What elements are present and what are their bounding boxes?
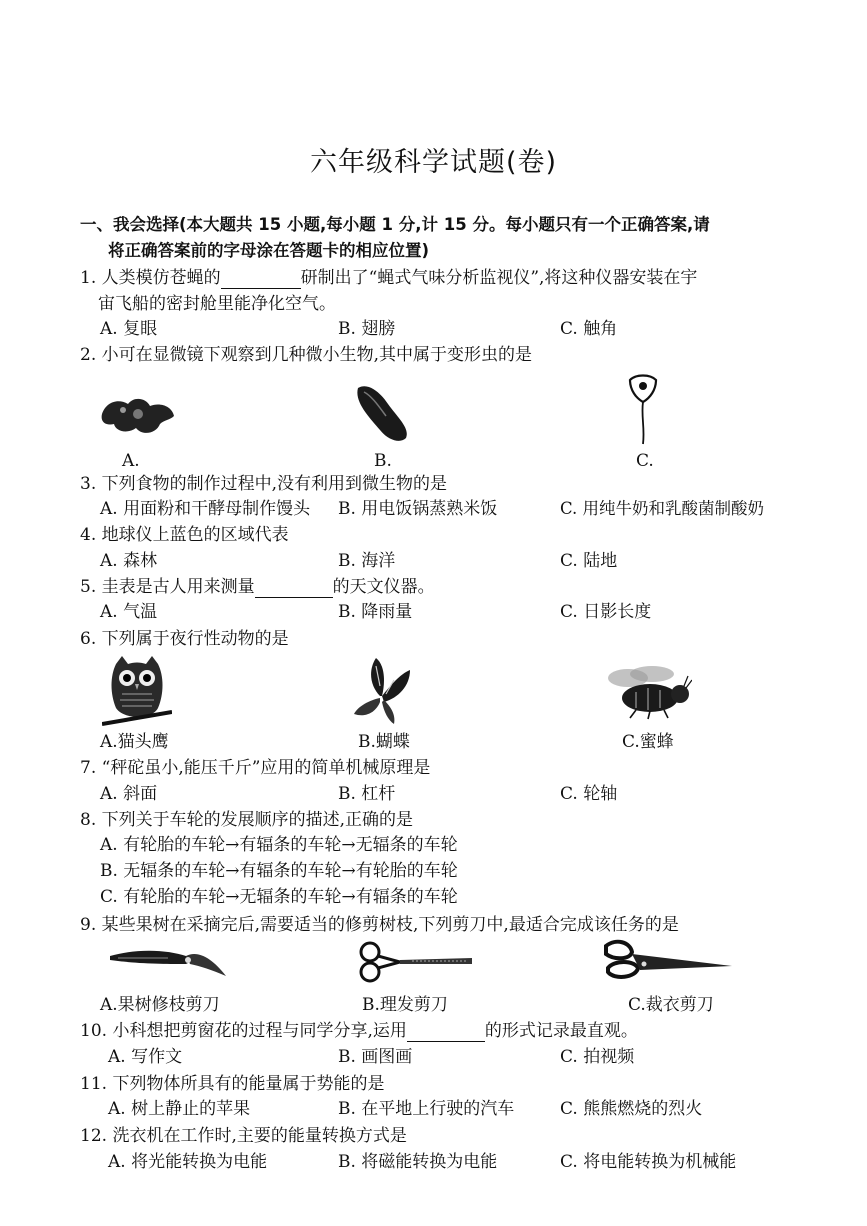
question-3-stem: 3. 下列食物的制作过程中,没有利用到微生物的是 (80, 474, 448, 494)
question-10-option-b[interactable]: B. 画图画 (338, 1047, 413, 1067)
tailor-scissors-icon (600, 938, 734, 984)
question-8-stem: 8. 下列关于车轮的发展顺序的描述,正确的是 (80, 810, 414, 830)
hair-scissors-icon (352, 940, 474, 986)
amoeba-icon (98, 394, 178, 438)
question-5-option-a[interactable]: A. 气温 (100, 602, 158, 622)
question-7-option-b[interactable]: B. 杠杆 (338, 784, 396, 804)
vorticella-icon (624, 374, 662, 446)
question-12-stem: 12. 洗衣机在工作时,主要的能量转换方式是 (80, 1126, 407, 1146)
question-7-option-a[interactable]: A. 斜面 (100, 784, 158, 804)
question-8-option-a[interactable]: A. 有轮胎的车轮→有辐条的车轮→无辐条的车轮 (100, 835, 458, 855)
question-6-stem: 6. 下列属于夜行性动物的是 (80, 629, 289, 649)
question-10-stem-part-b: 的形式记录最直观。 (484, 1021, 638, 1041)
question-1-stem-part-a: 1. 人类模仿苍蝇的 (80, 268, 221, 288)
question-9-stem: 9. 某些果树在采摘完后,需要适当的修剪树枝,下列剪刀中,最适合完成该任务的是 (80, 915, 679, 935)
question-9-option-c[interactable]: C.裁衣剪刀 (628, 995, 714, 1015)
question-1-option-a[interactable]: A. 复眼 (100, 319, 158, 339)
question-11-stem: 11. 下列物体所具有的能量属于势能的是 (80, 1074, 385, 1094)
question-11-option-a[interactable]: A. 树上静止的苹果 (108, 1099, 251, 1119)
question-2-stem: 2. 小可在显微镜下观察到几种微小生物,其中属于变形虫的是 (80, 345, 533, 365)
question-4-option-c[interactable]: C. 陆地 (560, 551, 618, 571)
question-3-option-c[interactable]: C. 用纯牛奶和乳酸菌制酸奶 (560, 499, 765, 518)
question-8-option-c[interactable]: C. 有轮胎的车轮→无辐条的车轮→有辐条的车轮 (100, 887, 458, 907)
question-2-option-c[interactable]: C. (636, 451, 654, 471)
question-5-option-b[interactable]: B. 降雨量 (338, 602, 413, 622)
question-1-option-b[interactable]: B. 翅膀 (338, 319, 396, 339)
owl-icon (102, 654, 172, 730)
question-9-option-a[interactable]: A.果树修枝剪刀 (100, 995, 220, 1015)
paramecium-icon (350, 382, 414, 444)
question-5-option-c[interactable]: C. 日影长度 (560, 602, 652, 622)
question-10-stem-part-a: 10. 小科想把剪窗花的过程与同学分享,运用 (80, 1021, 407, 1041)
answer-blank (407, 1023, 485, 1042)
question-1-stem (80, 267, 697, 289)
question-4-stem: 4. 地球仪上蓝色的区域代表 (80, 525, 289, 545)
question-6-option-a[interactable]: A.猫头鹰 (100, 732, 169, 752)
question-6-option-c[interactable]: C.蜜蜂 (622, 732, 674, 752)
section-heading-line2: 将正确答案前的字母涂在答题卡的相应位置) (108, 241, 430, 260)
question-4-option-b[interactable]: B. 海洋 (338, 551, 396, 571)
question-11-option-c[interactable]: C. 熊熊燃烧的烈火 (560, 1099, 703, 1119)
answer-blank (255, 579, 333, 598)
answer-blank (221, 270, 301, 289)
question-2-option-b[interactable]: B. (374, 451, 392, 471)
pruning-shears-icon (108, 942, 228, 982)
question-2-option-a[interactable]: A. (122, 451, 140, 471)
question-12-option-c[interactable]: C. 将电能转换为机械能 (560, 1152, 737, 1172)
question-7-stem: 7. “秤砣虽小,能压千斤”应用的简单机械原理是 (80, 758, 431, 778)
question-12-option-a[interactable]: A. 将光能转换为电能 (108, 1152, 268, 1172)
question-10-option-a[interactable]: A. 写作文 (108, 1047, 183, 1067)
question-3-option-a[interactable]: A. 用面粉和干酵母制作馒头 (100, 499, 311, 519)
question-3-option-b[interactable]: B. 用电饭锅蒸熟米饭 (338, 499, 498, 519)
butterfly-icon (350, 656, 412, 726)
question-8-option-b[interactable]: B. 无辐条的车轮→有辐条的车轮→有轮胎的车轮 (100, 861, 458, 881)
question-10-stem (80, 1020, 638, 1042)
question-6-option-b[interactable]: B.蝴蝶 (358, 732, 410, 752)
question-5-stem (80, 576, 435, 598)
question-1-option-c[interactable]: C. 触角 (560, 319, 618, 339)
bee-icon (606, 664, 692, 720)
section-heading-line1: 一、我会选择(本大题共 15 小题,每小题 1 分,计 15 分。每小题只有一个正确答案,请 (80, 215, 710, 234)
question-12-option-b[interactable]: B. 将磁能转换为电能 (338, 1152, 498, 1172)
question-1-stem-line2: 宙飞船的密封舱里能净化空气。 (98, 294, 336, 314)
question-4-option-a[interactable]: A. 森林 (100, 551, 158, 571)
question-5-stem-part-a: 5. 圭表是古人用来测量 (80, 577, 255, 597)
question-9-option-b[interactable]: B.理发剪刀 (362, 995, 448, 1015)
question-11-option-b[interactable]: B. 在平地上行驶的汽车 (338, 1099, 515, 1119)
exam-title: 六年级科学试题(卷) (309, 147, 558, 178)
question-10-option-c[interactable]: C. 拍视频 (560, 1047, 635, 1067)
question-7-option-c[interactable]: C. 轮轴 (560, 784, 618, 804)
question-5-stem-part-b: 的天文仪器。 (332, 577, 435, 597)
question-1-stem-part-b: 研制出了“蝇式气味分析监视仪”,将这种仪器安装在宇 (300, 268, 698, 288)
